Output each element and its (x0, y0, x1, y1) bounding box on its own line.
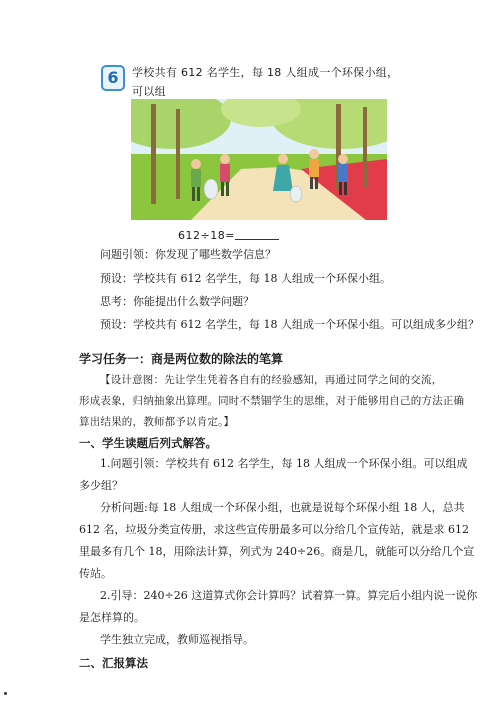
design-intent-cont (79, 391, 464, 433)
task-title: 学习任务一：商是两位数的除法的笔算 (79, 352, 284, 366)
section-heading: 一、学生读题后列式解答。 (79, 436, 217, 450)
question-prompt: 思考：你能提出什么数学问题？ (100, 295, 254, 308)
paragraph-line: 学生独立完成，教师巡视指导。 (100, 633, 254, 646)
problem-number-badge: 6 (101, 65, 125, 91)
paragraph-line: 1.问题引领：学校共有 612 名学生，每 18 人组成一个环保小组。可以组成 (100, 457, 468, 470)
paragraph-line: 多少组？ (79, 479, 123, 492)
paragraph-line: 是怎样算的。 (79, 611, 145, 624)
park-cleanup-illustration (131, 99, 387, 220)
division-equation (178, 229, 279, 242)
paragraph-line: 612 名，垃圾分类宣传册，求这些宣传册最多可以分给几个宣传站，就是求 612 (79, 523, 469, 536)
design-intent-line: 形成表象，归纳抽象出算理。同时不禁锢学生的思维，对于能够用自己的方法正确 (79, 395, 465, 407)
paragraph-line: 里最多有几个 18，用除法计算，列式为 240÷26。商是几，就能可以分给几个宣 (79, 545, 475, 558)
question-prompt: 问题引领：你发现了哪些数学信息？ (100, 248, 276, 261)
paragraph-line: 传站。 (79, 567, 112, 580)
design-intent (100, 370, 442, 391)
expected-answer: 预设：学校共有 612 名学生，每 18 人组成一个环保小组。 (100, 272, 391, 285)
answer-blank (235, 229, 279, 240)
design-intent-line: 【设计意图：先让学生凭着各自有的经验感知，再通过同学之间的交流， (100, 374, 443, 386)
problem-text-line: 学校共有 612 名学生，每 18 人组成一个环保小组，可以组 (132, 66, 399, 98)
equation-expression: 612÷18= (178, 229, 235, 242)
expected-answer: 预设：学校共有 612 名学生，每 18 人组成一个环保小组。可以组成多少组？ (100, 318, 479, 331)
design-intent-line: 算出结果的，教师都予以肯定。】 (79, 416, 235, 428)
section-heading: 二、汇报算法 (79, 656, 148, 670)
paragraph-line: 2.引导：240÷26 这道算式你会计算吗？试着算一算。算完后小组内说一说你 (100, 589, 478, 602)
paragraph-line: 分析问题:每 18 人组成一个环保小组，也就是说每个环保小组 18 人，总共 (100, 501, 465, 514)
page-mark (4, 692, 7, 695)
